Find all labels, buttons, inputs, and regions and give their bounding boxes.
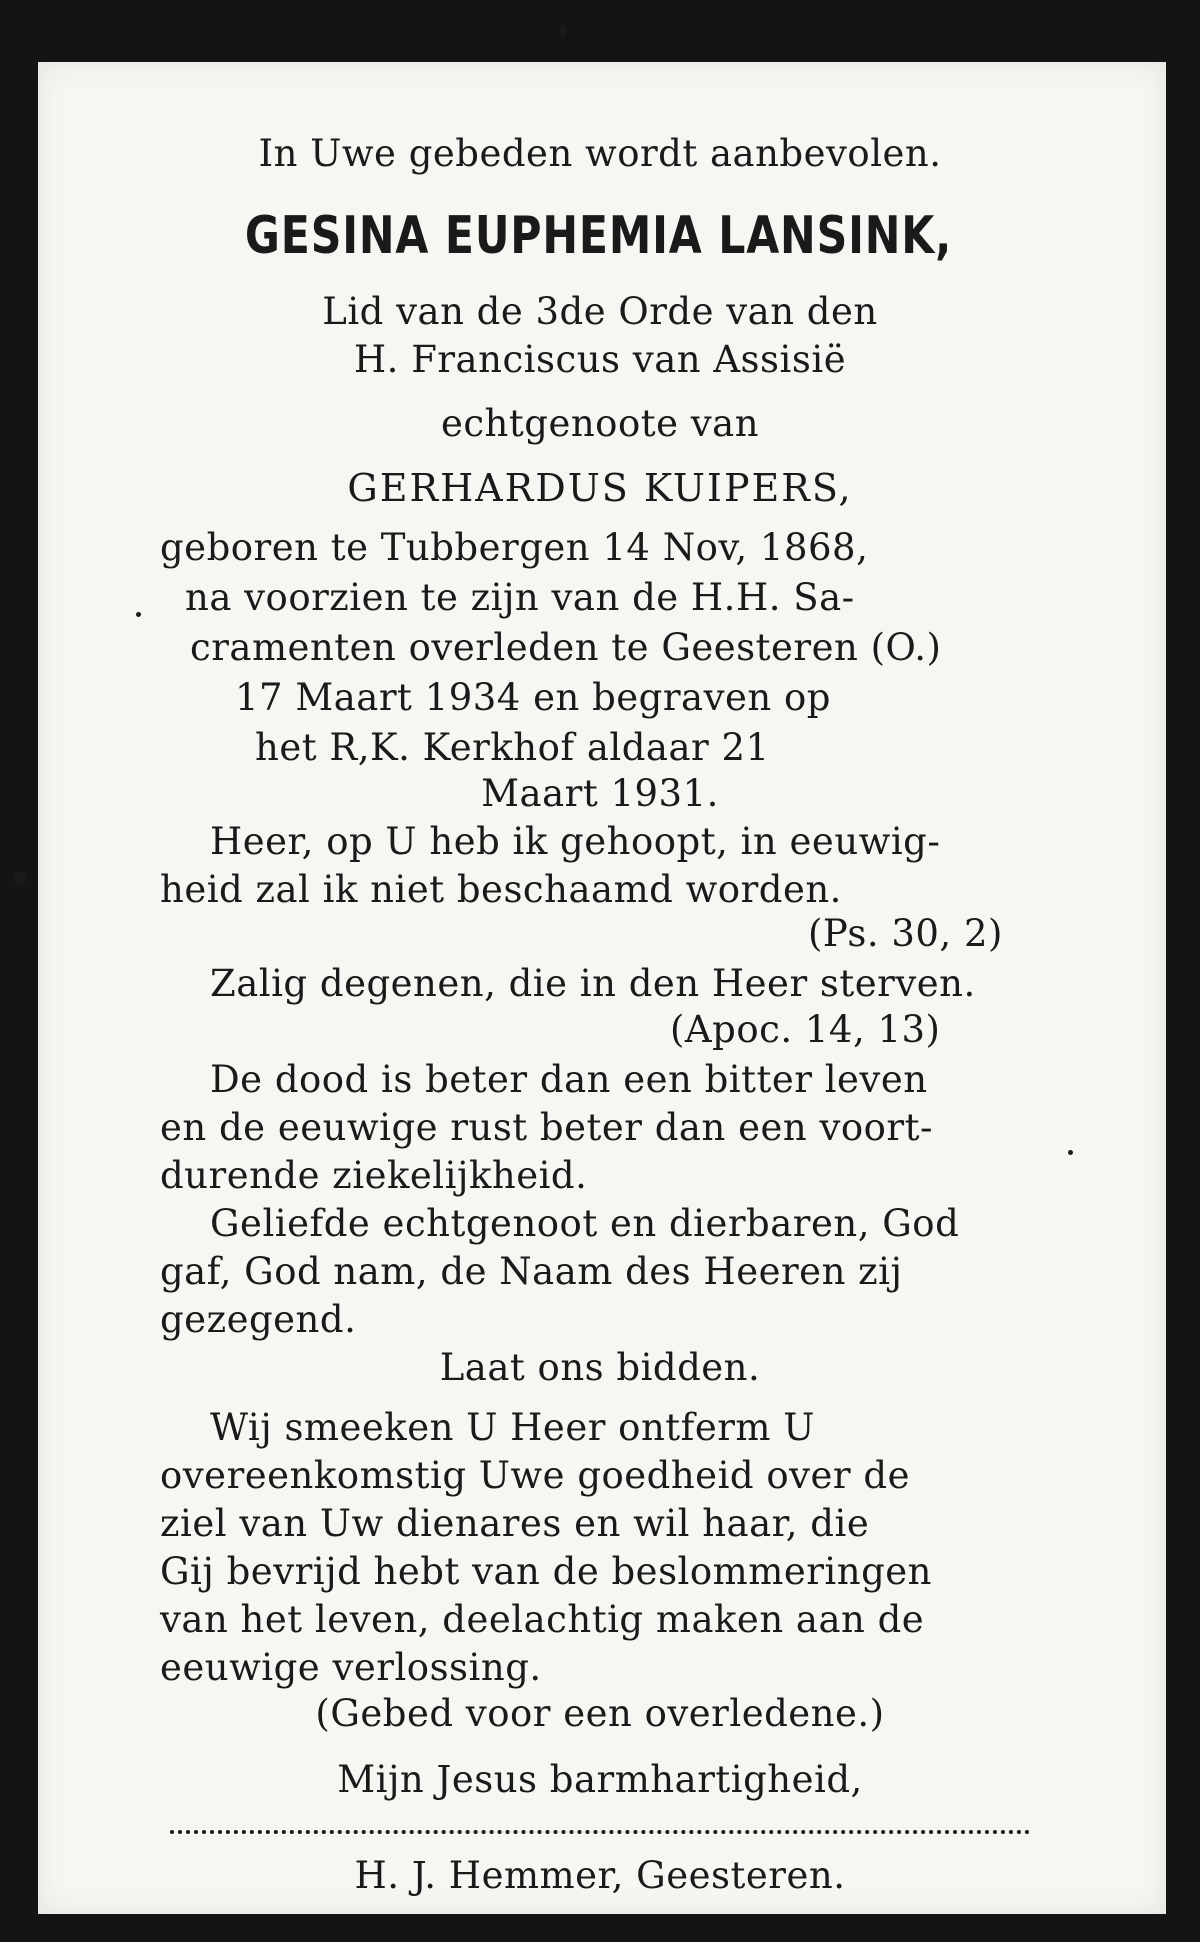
prayer-text: Wij smeeken U Heer ontferm U	[210, 1406, 815, 1449]
scripture-reference: (Apoc. 14, 13)	[670, 1008, 941, 1051]
deceased-name: GESINA EUPHEMIA LANSINK,	[244, 206, 953, 266]
bio-line: na voorzien te zijn van de H.H. Sa-	[185, 576, 855, 619]
dotted-divider	[170, 1830, 1030, 1834]
printer-credit: H. J. Hemmer, Geesteren.	[354, 1854, 846, 1897]
order-line: Lid van de 3de Orde van den	[322, 290, 878, 333]
print-speck	[14, 872, 26, 884]
verse-text: durende ziekelijkheid.	[160, 1154, 588, 1197]
prayer-text: eeuwige verlossing.	[160, 1646, 542, 1689]
prayer-text: Gij bevrijd hebt van de beslommeringen	[160, 1550, 932, 1593]
prayer-text: van het leven, deelachtig maken aan de	[160, 1598, 925, 1641]
bio-line: het R,K. Kerkhof aldaar 21	[255, 726, 770, 769]
print-speck	[136, 612, 141, 617]
intro-line: In Uwe gebeden wordt aanbevolen.	[258, 132, 942, 175]
bio-line: Maart 1931.	[481, 772, 719, 815]
print-speck	[1068, 1150, 1073, 1155]
farewell-text: Geliefde echtgenoot en dierbaren, God	[210, 1202, 960, 1245]
spouse-intro: echtgenoote van	[440, 402, 760, 445]
prayer-text: ziel van Uw dienares en wil haar, die	[160, 1502, 870, 1545]
psalm-text: heid zal ik niet beschaamd worden.	[160, 868, 842, 911]
farewell-text: gezegend.	[160, 1298, 357, 1341]
closing-invocation: Mijn Jesus barmhartigheid,	[337, 1758, 863, 1801]
birth-line: geboren te Tubbergen 14 Nov, 1868,	[160, 526, 869, 569]
verse-text: De dood is beter dan een bitter leven	[210, 1058, 928, 1101]
psalm-text: Heer, op U heb ik gehoopt, in eeuwig-	[210, 820, 941, 863]
prayer-heading: Laat ons bidden.	[439, 1346, 761, 1389]
spouse-name: GERHARDUS KUIPERS,	[347, 466, 853, 510]
order-line-2: H. Franciscus van Assisië	[353, 338, 847, 381]
bio-line: 17 Maart 1934 en begraven op	[235, 676, 831, 719]
psalm-reference: (Ps. 30, 2)	[808, 912, 1003, 955]
farewell-text: gaf, God nam, de Naam des Heeren zij	[160, 1250, 903, 1293]
scripture-text: Zalig degenen, die in den Heer sterven.	[210, 962, 976, 1005]
verse-text: en de eeuwige rust beter dan een voort-	[160, 1106, 933, 1149]
print-speck	[560, 24, 566, 38]
bio-line: cramenten overleden te Geesteren (O.)	[190, 626, 942, 669]
prayer-source: (Gebed voor een overledene.)	[315, 1692, 885, 1735]
prayer-text: overeenkomstig Uwe goedheid over de	[160, 1454, 910, 1497]
